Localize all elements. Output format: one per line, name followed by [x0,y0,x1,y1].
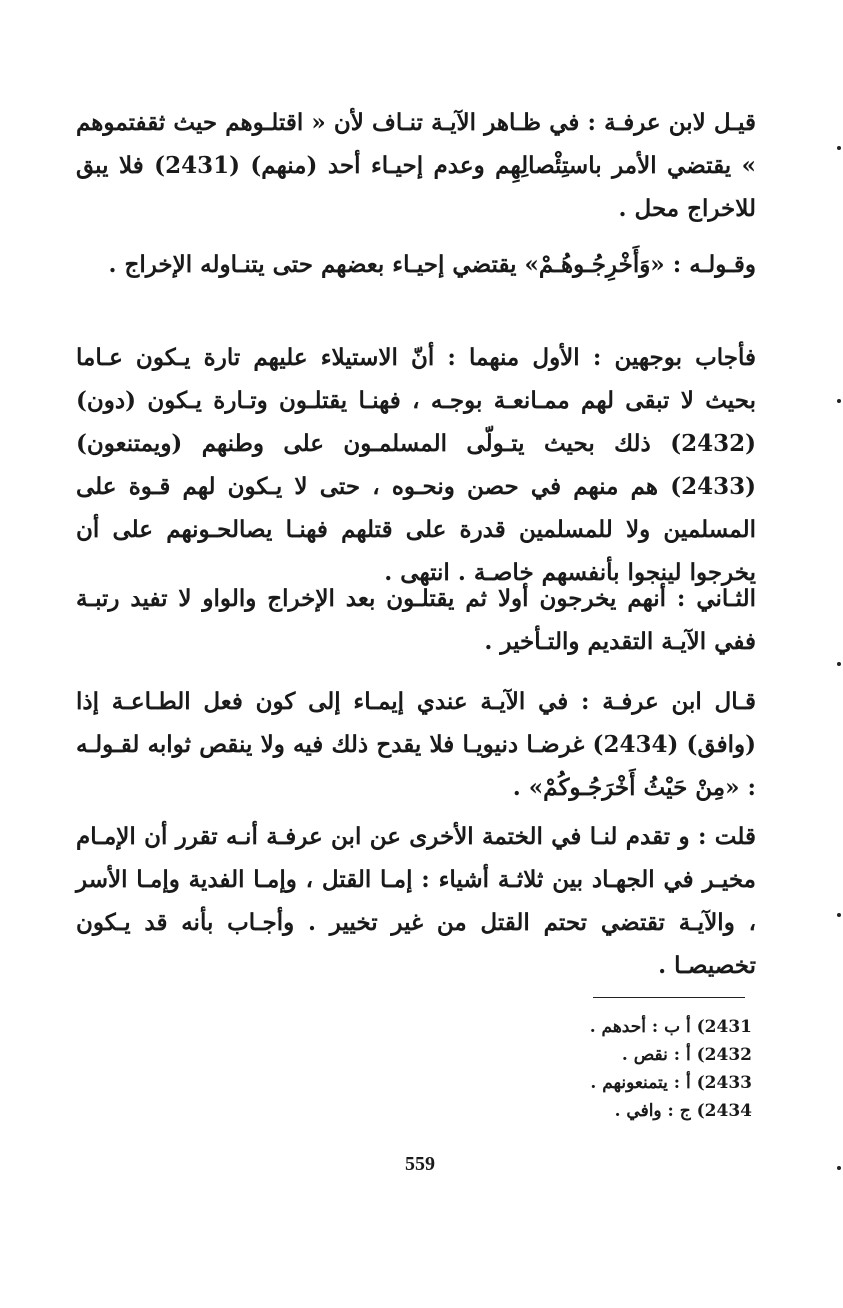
footnote-separator [593,997,745,998]
footnote-number: (2434 [696,1101,752,1121]
paragraph-3 [76,336,756,594]
paragraph-3-heading-word: الأول [532,344,580,371]
footnote-text: أ : يتمنعونهم . [590,1073,691,1093]
page-number: 559 [405,1153,435,1175]
paragraph-1 [76,101,756,230]
footnote-text: أ : نقص . [621,1045,691,1065]
paragraph-3-lead: فأجاب بوجهين : [579,344,757,371]
paragraph-4-text: : أنهم يخرجون أولا ثم يقتلـون بعد الإخراج والواو لا تفيد رتبـة ففي الآيـة التقديم والتـأخير . [76,585,756,655]
paragraph-6 [76,815,756,987]
footnote-item [520,1013,752,1041]
paragraph-3-text: منهما : أنّ الاستيلاء عليهم تارة يـكون عـاما بحيث لا تبقى لهم ممـانعـة بوجـه ، فهنـا يقتلـون وتـارة يـكون (دون) (2432) ذلك بحيث يتـولّى المسلمـون على وطنهم (ويمتنعون) (2433) هم منهم في حصن ونحـوه ، حتى لا يـكون لهم قـوة على المسلمين ولا للمسلمين قدرة على قتلهم فهنـا يصالحـونهم على أن يخرجوا لينجوا بأنفسهم خاصـة . انتهى . [76,344,756,586]
paragraph-5 [76,680,756,809]
paragraph-4-heading-word: الثـاني [696,585,756,612]
margin-dot [837,913,841,917]
paragraph-6-text: قلت : و تقدم لنـا في الختمة الأخرى عن ابن عرفـة أنـه تقرر أن الإمـام مخيـر في الجهـاد بين ثلاثـة أشياء : إمـا القتل ، وإمـا الفدية وإمـا الأسر ، والآيـة تقتضي تحتم القتل من غير تخيير . وأجـاب بأنه قد يـكون تخصيصـا . [76,823,756,979]
paragraph-4 [76,577,756,663]
footnote-item [520,1097,752,1125]
paragraph-2-text: وقـولـه : «وَأَخْرِجُـوهُـمْ» يقتضي إحيـاء بعضهم حتى يتنـاوله الإخراج . [108,251,756,278]
margin-dot [837,399,841,403]
paragraph-2 [76,243,756,286]
footnote-text: ج : وافي . [614,1101,691,1121]
margin-dot [837,146,841,150]
footnote-text: أ ب : أحدهم . [589,1017,691,1037]
margin-dot [837,1166,841,1170]
paragraph-5-text: قـال ابن عرفـة : في الآيـة عندي إيمـاء إلى كون فعل الطـاعـة إذا (وافق) (2434) غرضـا دنيويـا فلا يقدح ذلك فيه ولا ينقص ثوابه لقـولـه : «مِنْ حَيْثُ أَخْرَجُـوكُمْ» . [76,688,756,801]
margin-dot [837,662,841,666]
footnote-item [520,1041,752,1069]
paragraph-1-text: قيـل لابن عرفـة : في ظـاهر الآيـة تنـاف لأن « اقتلـوهم حيث ثقفتموهم » يقتضي الأمر باستِئْصالِهِم وعدم إحيـاء أحد (منهم) (2431) فلا يبق للاخراج محل . [76,109,756,222]
footnote-item [520,1069,752,1097]
footnote-number: (2432 [696,1045,752,1065]
footnote-number: (2433 [696,1073,752,1093]
footnote-number: (2431 [696,1017,752,1037]
footnotes [520,1013,752,1125]
